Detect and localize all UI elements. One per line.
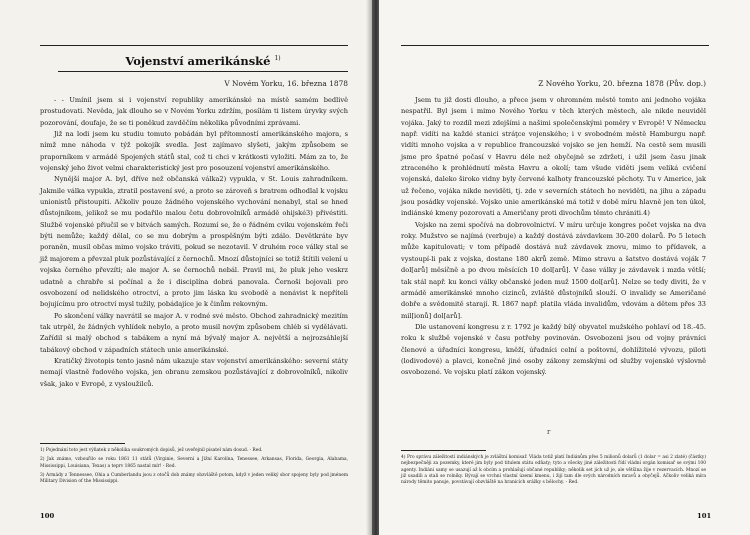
title-footnote-mark: 1) bbox=[274, 55, 281, 63]
footnote-rule bbox=[40, 443, 125, 444]
paragraph: Jsem tu již dosti dlouho, a přece jsem v ohromném městě tomto ani jednoho vojáka nespatřil. Byl jsem i mimo Nového Yorku v těch kterých městech, ale nikde neuviděl vojáka. Jaký to rozdíl mezi zdejšími a našimi společenskými poměry v Evropě! V Německu např. vidíti na každé stanici stráţce vojenského; i v svobodném městě Hamburgu např. vidíti mnoho vojska a v republice francouzské vojsko se jen hemží. Na cestě sem musili jsme pro špatné počasí v Havru déle než obyčejně se zdržeti, i užil jsem času jinak ztraceného k prohlédnutí města Havru a okolí; tam všude viděti jsem veliká cvičení vojenská, daleko široko vidny byly červené kalhoty francouzské pěchoty. Tu v Americe, jak už řečeno, vojáka nikde neviděti, tj. zde v severních státech ho neviděti, na jihu a západu jsou posádky vojenské. Vojsko unie amerikánské má totiž v době míru hlavně jen ten úkol, indiánské kmeny pozorovati a Američany proti divochům těmto chrániti.4) bbox=[401, 96, 706, 218]
article-body bbox=[401, 95, 706, 379]
footnotes bbox=[401, 455, 706, 489]
footnote: 2) Jak známo, vzbouřilo se roku 1861 11 států (Virginie, Severní a Jižní Karolína, Tenessee, Arkansas, Florida, Georgia, Alabama, Mississippi, Louisiana, Texas) a teprv 1865 nastal mír! - Red. bbox=[40, 457, 348, 469]
page-number: 101 bbox=[697, 512, 712, 520]
page-number: 100 bbox=[40, 512, 55, 520]
paragraph: Již na lodi jsem ku studiu tomuto pobádán byl přítomností amerikánského majora, s nímž mne náhoda v týž pokojík svedla. Jest zajímavo slyšeti, jakým způsobem se praporníkem v armádě Spojených států stal, což ti chci v krátkosti vyložiti. Mám za to, že vojenský jeho život velmi charakteristický jest pro posouzení vojenství amerikánského. bbox=[40, 130, 348, 173]
footnote-rule bbox=[401, 450, 486, 451]
paragraph: Vojsko na zemi spočívá na dobrovolnictví. V míru určuje kongres počet vojska na dva roky. Mužstvo se najímá (verbuje) a každý dostává závdavkem 30-200 dolarů. Po 5 letech může kapitulovati; v tom případě dostává nuž závdavek znovu, mimo to přídavek, a vystoupí-li pak z vojska, dostane 180 akrů země. Mimo stravu a šatstvo dostává voják 7 dol[arů] měsíčně a po dvou měsících 10 dol[arů]. V čase války je závdavek i mzda větší; tak stál např. ku konci války občanské jeden muž 1500 dol[arů]. Nelze se tedy diviti, že v armádě amerikánské mnoho cizinců, zvláště důstojníků slouží. O invalidy se Američané dobře a svědomitě starají. R. 1867 např. platila vláda invalidům, vdovám a dětem přes 33 mil[ionů] dol[arů]. bbox=[401, 220, 706, 320]
paragraph: - - Umínil jsem si i vojenství republiky amerikánské na místě samém bedlivě prostudovati. Nevěda, jak dlouho se v Novém Yorku zdržím, posílám ti listem úryvky svých pozorování, doufaje, že se ti poněkud zavděčím několika původními zprávami. bbox=[40, 96, 348, 127]
paragraph: Kratičký životopis tento jasně nám ukazuje stav vojenství amerikánského: severní státy nemají vlastně řadového vojska, jen obranu zemskou pozůstávající z dobrovolníků, nikoliv však, jako v Evropě, z vysloužilců. bbox=[40, 356, 348, 388]
paragraph: Po skončení války navrátil se major A. v rodné své město. Obchod zahradnický mezitím tak utrpěl, že žádných vyhlídek nebylo, a proto musil novým způsobem chléb si vydělávati. Zařídil si malý obchod s tabákem a nyní má bývalý major A. největší a nejrozsáhlejší tabákový obchod v západních státech unie amerikánské. bbox=[40, 311, 348, 354]
dateline: Z Nového Yorku, 20. března 1878 (Pův. dop.) bbox=[538, 79, 706, 88]
footnotes bbox=[40, 448, 348, 488]
right-page bbox=[379, 0, 750, 535]
stray-mark: r bbox=[547, 428, 551, 436]
article-title: Vojenství amerikánské $^{1)}$ bbox=[125, 54, 281, 68]
left-page bbox=[0, 0, 372, 535]
paragraph: Dle ustanovení kongresu z r. 1792 je každý bílý obyvatel mužského pohlaví od 18.-45. roku k službě vojenské v času potřeby povinován. Osvobozeni jsou od vojny právníci členové a úřadníci kongresu, kněží, úřadníci celní a poštovní, dohlížitelé vývozu, piloti (lodivodové) a plavci, konečně jiné osoby zákony zemskými od služby vojenské výslovně osvobozené. Ve vojsku platí zákon vojenský. bbox=[401, 322, 706, 377]
footnote: 1) Pojednání toto jest výňatek z několika soukromých dopisů, jež uveřejnil pisatel nám dosud. - Red. bbox=[40, 448, 263, 453]
title-rule bbox=[58, 71, 348, 72]
paragraph: Nynější major A. byl, dříve než občanská válka2) vypukla, v St. Louis zahradníkem. Jakmile válka vypukla, ztratil postavení své, a proto se zároveň s bratrem odhodlal k vojsku unionistů přistoupiti. Ačkoliv pouze žádného vojenského vychování nenabyl, stal se hned důstojníkem, jelikož se mu podařilo malou četu dobrovolníků armádě ohijské3) přivéstiti. Službě vojenské přiučil se v bitvách samých. Rozumí se, že o řádném cviku vojenském řeči býti nemůže; každý dělal, co se mu dobrým a prospěšným býti zdálo. Devětkráte byv poraněn, musil občas mimo vojsko tráviti, pokud se nezotavil. V druhém roce války stal se již majorem a převzal pluk pozůstávající z černochů. Mnozí důstojníci se totiž štítili velení u vojska černého převzíti; ale major A. se černochů nebál. Pravil mi, že pluk jeho veskrz udatně a chrabře si počínal a že i disciplína dobrá panovala. Černoši bojovali pro osvobození od nelidského otroctví, a proto jim láska ku svobodě a nenávist k nepříteli bojujícímu pro otroctví mysl tužily, pobádajíce je k činům rekovným. bbox=[40, 175, 348, 309]
dateline: V Novém Yorku, 16. března 1878 bbox=[224, 79, 348, 88]
article-body bbox=[40, 95, 348, 390]
footnote: 3) Armády z Tennessee, Ohia a Cumberlandu jsou z otočů dob známy obzvláště potom, když v jeden veliký sbor spojeny byly pod jménem Military Division of the Mississippi. bbox=[40, 472, 348, 485]
top-rule bbox=[401, 45, 709, 46]
footnote: 4) Pro správu záležitostí indiánských je zvláštní komisař. Vláda totiž platí Indiánům přes 5 milionů dolarů (1 dolar = asi 2 zlaté) (částky) nejbezpečněji za pozemky, které jim byly pod titulem státu odňaty; tyto a všecky jiné záležitosti řídí vládní orgán komisař se svými 100 agenty. Indiáni samy se usazují až k obcím a prohlašují občané republiky; několik set jich už je, ale většina žije v rezervacích. Mnozí se již usadili a stali se rolníky. Bývají se vrchní vlastní území kmenu, i žijí tam dle svých národních mravů a obyčejů. Ačkoliv veliká míra národy těmito panuje, povstávají obzvláště na hranicích srážky s bělochy. - Red. bbox=[401, 455, 706, 486]
top-rule bbox=[40, 45, 348, 46]
